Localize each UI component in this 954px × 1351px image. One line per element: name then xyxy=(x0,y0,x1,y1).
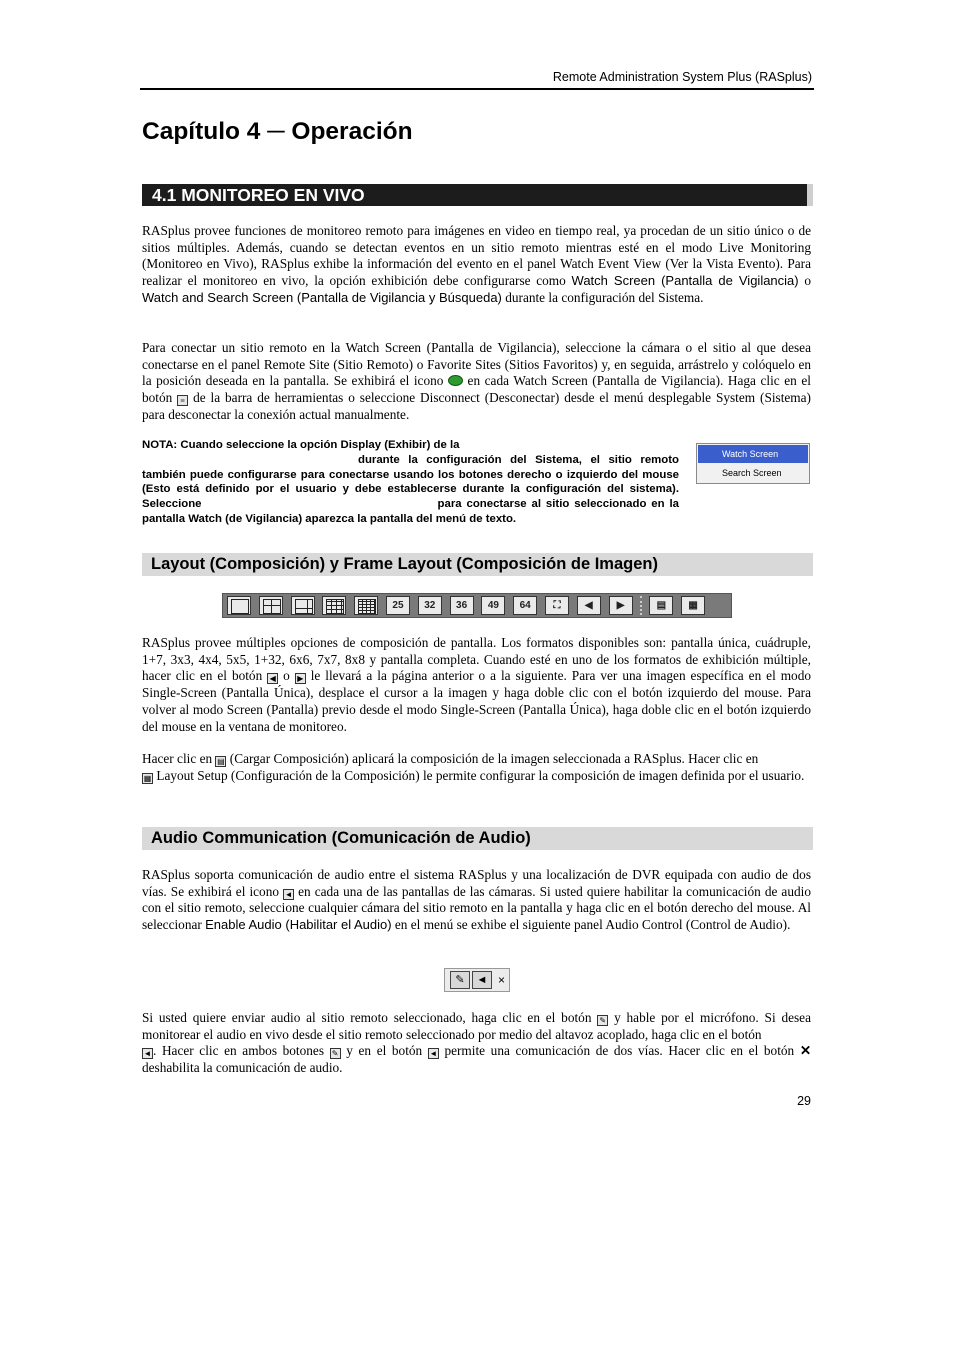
layout-setup-icon: ▦ xyxy=(143,773,152,783)
previous-page-button[interactable] xyxy=(577,596,601,615)
single-screen-layout-button[interactable] xyxy=(227,596,251,615)
load-layout-icon: ▤ xyxy=(217,757,225,766)
paragraph-layout-options: RASplus provee múltiples opciones de composición de pantalla. Los formatos disponibles son: pantalla única, cuádruple, 1+7, 3x3, 4x4, 5x5, 1+32, 6x6, 7x7, 8x8 y pantalla completa. Cuando esté en uno de los formatos de exhibición múltiple, hacer clic en el botón ◀ o ▶ le llevará a la página anterior o a la siguiente. Para ver una imagen específica en el modo Single-Screen (Pantalla Única), desplace el cursor a la imagen y haga doble clic con el botón izquierdo del mouse. Para volver al modo Screen (Pantalla) previo desde el modo Single-Screen (Pantalla Única), haga doble clic en el botón izquierdo del mouse en la ventana de monitoreo. xyxy=(142,635,812,734)
previous-page-icon: ◀ xyxy=(267,673,278,684)
speaker-icon: ◄ xyxy=(476,974,488,986)
section-heading-layout: Layout (Composición) y Frame Layout (Composición de Imagen) xyxy=(142,553,813,576)
layout-setup-icon: ▦ xyxy=(688,600,698,611)
36-layout-button[interactable]: 36 xyxy=(450,596,474,615)
one-plus-seven-layout-button[interactable] xyxy=(291,596,315,615)
full-screen-icon: ⛶ xyxy=(553,600,561,611)
next-page-icon: ▶ xyxy=(616,600,625,611)
one-plus-seven-icon xyxy=(295,599,313,614)
page-number: 29 xyxy=(797,1094,811,1108)
section-heading-live-monitoring: 4.1 MONITOREO EN VIVO xyxy=(142,184,813,206)
microphone-icon: ✎ xyxy=(597,1015,608,1026)
paragraph-audio-communication: RASplus soporta comunicación de audio entre el sistema RASplus y una localización de DVR equipada con audio de dos vías. Se exhibirá el icono ◄ en cada una de las pantallas de las cámaras. Si usted quiere habilitar la comunicación de audio con el sitio remoto, seleccione cualquier cámara del sitio remoto en la pantalla y haga clic en el botón derecho del mouse. Al seleccionar Enable Audio (Habilitar el Audio) en el menú se exhibe el siguiente panel Audio Control (Control de Audio). xyxy=(142,867,811,933)
disconnect-icon: ≡ xyxy=(177,395,188,406)
quad-grid-icon xyxy=(263,599,281,614)
layout-setup-button[interactable] xyxy=(681,596,705,615)
quad-layout-button[interactable] xyxy=(259,596,283,615)
4x4-layout-button[interactable] xyxy=(354,596,378,615)
full-screen-button[interactable] xyxy=(545,596,569,615)
paragraph-audio-buttons: Si usted quiere enviar audio al sitio remoto seleccionado, haga clic en el botón ✎ y hable por el micrófono. Si desea monitorear el audio en vivo desde el sitio remoto seleccionado por medio del altavoz acoplado, haga clic en el botón ◄ . Hacer clic en ambos botones ✎ y en el botón ◄ permite una comunicación de dos vías. Hacer clic en el botón ✕ deshabilita la comunicación de audio. xyxy=(142,1010,811,1076)
close-audio-button[interactable]: × xyxy=(498,973,506,987)
note-display-option: NOTA: Cuando seleccione la opción Display (Exhibir) de la durante la configuración del Sistema, el sitio remoto también puede configurarse para conectarse usando los botones derecho o izquierdo del mouse (Esto está definido por el usuario y debe establecerse durante la configuración del sistema). Seleccione para conectarse al sitio seleccionado en la pantalla Watch (de Vigilancia) aparezca la pantalla del menú de texto. xyxy=(142,439,679,525)
running-header: Remote Administration System Plus (RASplus) xyxy=(552,70,812,84)
3x3-layout-button[interactable] xyxy=(322,596,346,615)
menu-item-watch-screen[interactable]: Watch Screen xyxy=(698,445,808,463)
49-layout-button[interactable]: 49 xyxy=(481,596,505,615)
speaker-icon: ◄ xyxy=(284,889,293,899)
speaker-icon: ◄ xyxy=(429,1049,438,1059)
display-option-menu[interactable] xyxy=(696,443,810,484)
3x3-grid-icon xyxy=(326,599,344,614)
load-layout-icon: ▤ xyxy=(656,600,667,611)
next-page-button[interactable] xyxy=(609,596,633,615)
menu-item-search-screen[interactable]: Search Screen xyxy=(722,468,782,478)
microphone-icon: ✎ xyxy=(455,974,465,986)
section-heading-audio: Audio Communication (Comunicación de Audio) xyxy=(142,827,813,850)
layout-toolbar xyxy=(222,593,732,618)
speaker-icon: ◄ xyxy=(143,1049,152,1059)
paragraph-connect-remote-site: Para conectar un sitio remoto en la Watch Screen (Pantalla de Vigilancia), seleccione la cámara o el sitio al que desea conectarse en el panel Remote Site (Sitio Remoto) o Favorite Sites (Sitios Favoritos) y, en seguida, arrástrelo y colóquelo en la posición deseada en la pantalla. Se exhibirá el icono en cada Watch Screen (Pantalla de Vigilancia). Haga clic en el botón ≡ de la barra de herramientas o seleccione Disconnect (Desconectar) desde el menú desplegable System (Sistema) para desconectar la conexión actual manualmente. xyxy=(142,340,811,422)
previous-page-icon: ◀ xyxy=(584,600,593,611)
single-screen-icon xyxy=(231,599,249,614)
32-layout-button[interactable]: 32 xyxy=(418,596,442,615)
next-page-icon: ▶ xyxy=(295,673,306,684)
close-icon: ✕ xyxy=(799,1043,811,1059)
25-layout-button[interactable]: 25 xyxy=(386,596,410,615)
toolbar-separator xyxy=(640,596,643,615)
4x4-grid-icon xyxy=(358,599,376,614)
speaker-button[interactable] xyxy=(472,971,492,989)
microphone-icon: ✎ xyxy=(330,1048,341,1059)
audio-control-panel xyxy=(444,968,510,992)
microphone-button[interactable] xyxy=(450,971,470,989)
paragraph-live-monitoring-intro: RASplus provee funciones de monitoreo remoto para imágenes en video en tiempo real, ya procedan de un sitio único o de sitios múltiples. Además, cuando se detectan eventos en un sitio remoto mientras esté en el modo Live Monitoring (Monitoreo en Vivo), RASplus exhibe la información del evento en el panel Watch Event View (Ver la Vista Evento). Para realizar el monitoreo en vivo, la opción exhibición debe configurarse como Watch Screen (Pantalla de Vigilancia) o Watch and Search Screen (Pantalla de Vigilancia y Búsqueda) durante la configuración del Sistema. xyxy=(142,223,811,305)
load-layout-button[interactable] xyxy=(649,596,673,615)
connected-site-icon xyxy=(448,375,463,386)
chapter-title: Capítulo 4 ─ Operación xyxy=(142,118,413,145)
64-layout-button[interactable]: 64 xyxy=(513,596,537,615)
header-rule xyxy=(140,88,814,90)
paragraph-load-layout: Hacer clic en ▤ (Cargar Composición) aplicará la composición de la imagen seleccionada a RASplus. Hacer clic en ▦ Layout Setup (Configuración de la Composición) le permite configurar la composición de imagen definida por el usuario. xyxy=(142,751,805,783)
